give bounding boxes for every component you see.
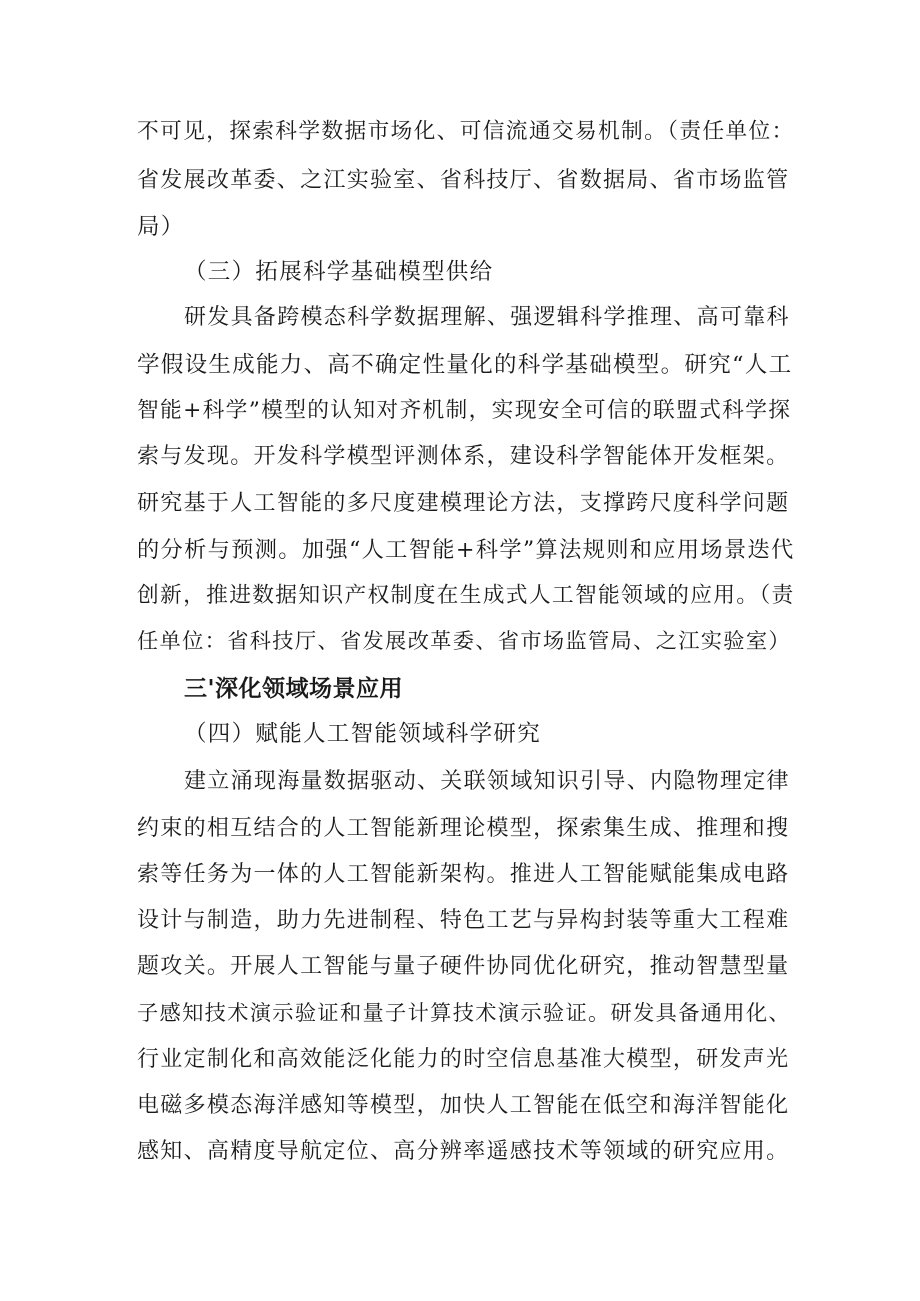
paragraph-3-line-6: 子感知技术演示验证和量子计算技术演示验证。研发具备通用化、 [137, 1001, 791, 1026]
paragraph-3-line-8: 电磁多模态海洋感知等模型，加快人工智能在低空和海洋智能化 [137, 1093, 790, 1118]
paragraph-2-line-3: 智能+科学”模型的认知对齐机制，实现安全可信的联盟式科学探 [137, 398, 792, 423]
subheading-4: （四）赋能人工智能领域科学研究 [184, 721, 542, 747]
paragraph-1-line-2: 省发展改革委、之江实验室、省科技厅、省数据局、省市场监管 [137, 168, 790, 193]
paragraph-1-line-1: 不可见，探索科学数据市场化、可信流通交易机制。（责任单位： [137, 119, 795, 144]
paragraph-3-line-3: 索等任务为一体的人工智能新架构。推进人工智能赋能集成电路 [137, 862, 790, 887]
paragraph-2-line-5: 研究基于人工智能的多尺度建模理论方法，支撑跨尺度科学问题 [137, 491, 790, 516]
paragraph-3-line-7: 行业定制化和高效能泛化能力的时空信息基准大模型，研发声光 [137, 1047, 790, 1072]
paragraph-3-line-9: 感知、高精度导航定位、高分辨率遥感技术等领域的研究应用。 [137, 1139, 790, 1164]
paragraph-3-line-4: 设计与制造，助力先进制程、特色工艺与异构封装等重大工程难 [137, 908, 790, 933]
paragraph-2-line-8: 任单位：省科技厅、省发展改革委、省市场监管局、之江实验室） [137, 629, 791, 654]
paragraph-2-line-2: 学假设生成能力、高不确定性量化的科学基础模型。研究“人工 [137, 352, 793, 378]
section-3-heading: 三'深化领域场景应用 [184, 676, 404, 702]
paragraph-3-line-2: 约束的相互结合的人工智能新理论模型，探索集生成、推理和搜 [137, 816, 790, 841]
paragraph-2-line-6: 的分析与预测。加强“人工智能+科学”算法规则和应用场景迭代 [137, 537, 795, 563]
subheading-3: （三）拓展科学基础模型供给 [184, 259, 494, 285]
paragraph-2-line-7: 创新，推进数据知识产权制度在生成式人工智能领域的应用。（责 [137, 583, 795, 608]
paragraph-3-line-5: 题攻关。开展人工智能与量子硬件协同优化研究，推动智慧型量 [137, 954, 790, 979]
paragraph-1-line-3: 局） [137, 214, 185, 240]
paragraph-2-line-4: 索与发现。开发科学模型评测体系，建设科学智能体开发框架。 [137, 444, 790, 469]
paragraph-3-line-1: 建立涌现海量数据驱动、关联领域知识引导、内隐物理定律 [184, 769, 790, 794]
paragraph-2-line-1: 研发具备跨模态科学数据理解、强逻辑科学推理、高可靠科 [184, 305, 790, 330]
